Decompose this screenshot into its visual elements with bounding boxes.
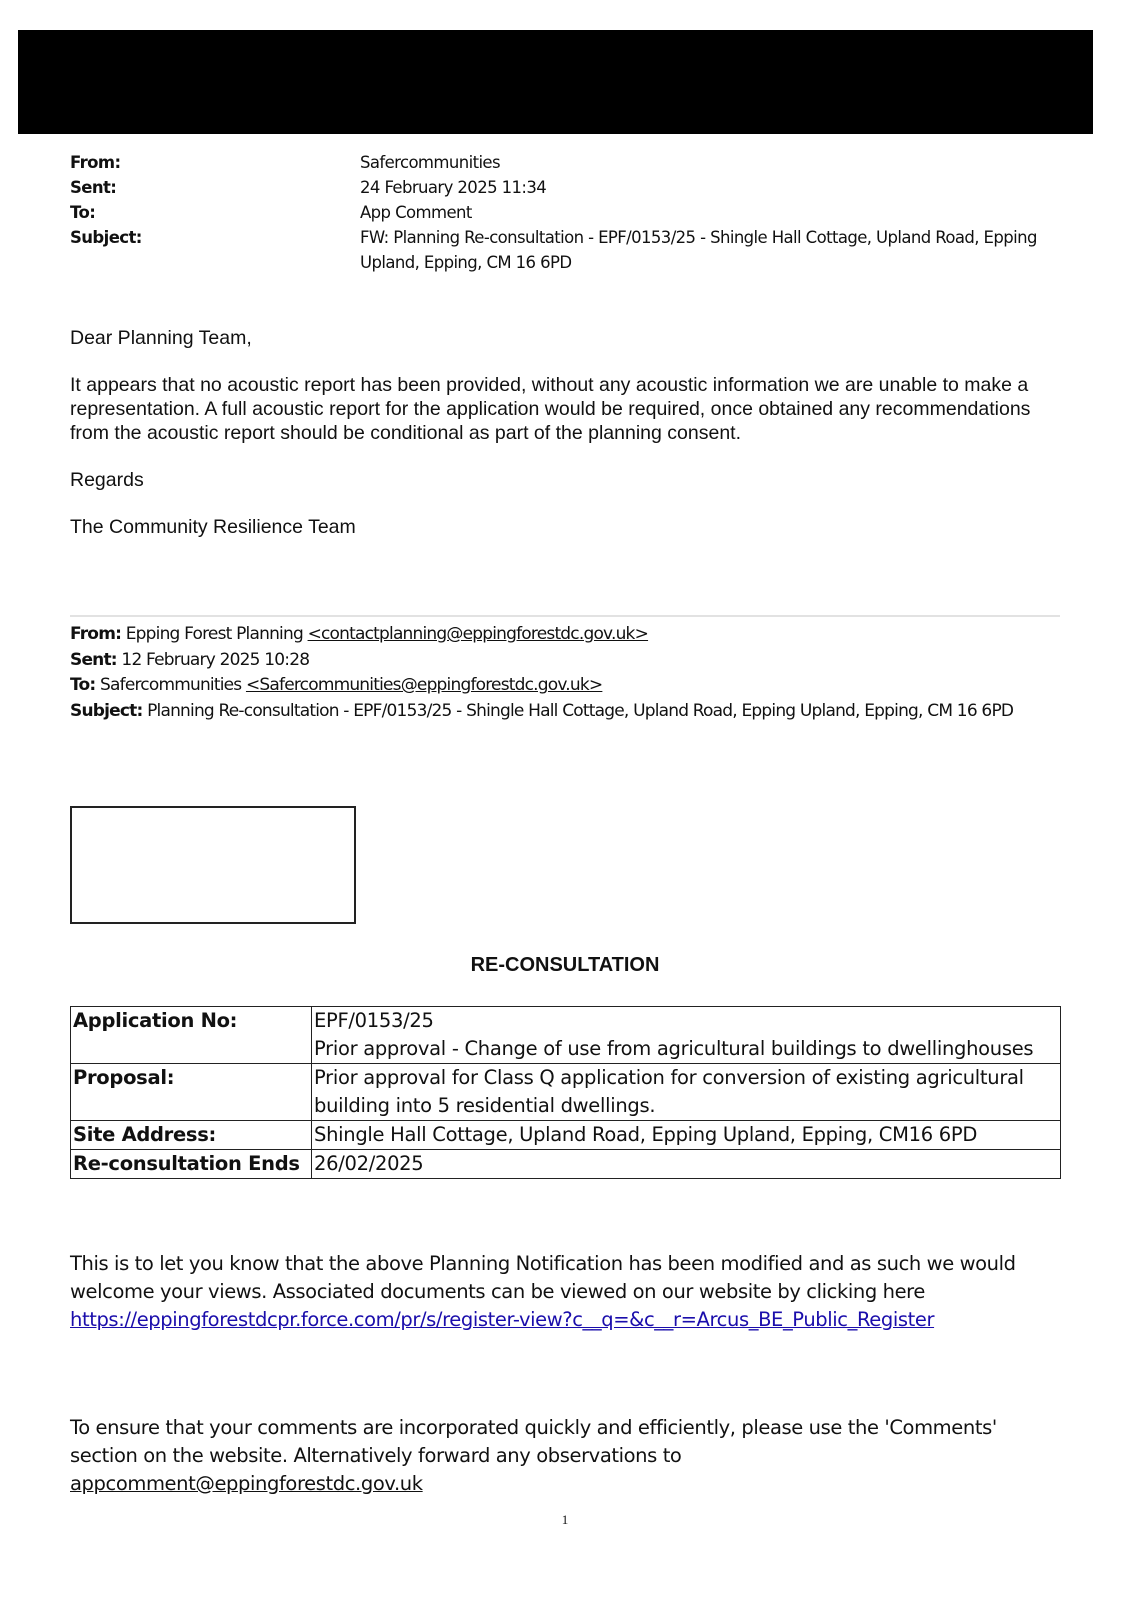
fwd-sent-value: 12 February 2025 10:28 — [121, 649, 310, 670]
row-value: Prior approval for Class Q application for conversion of existing agricultural building into 5 residential dwellings. — [312, 1064, 1061, 1121]
table-row — [71, 1121, 1061, 1150]
to-label: To: — [70, 203, 96, 222]
subject-label: Subject: — [70, 228, 142, 247]
page-number: 1 — [561, 1512, 569, 1527]
greeting: Dear Planning Team, — [70, 327, 252, 349]
from-value: Safercommunities — [360, 153, 500, 172]
table-row — [71, 1150, 1061, 1179]
fwd-from-email[interactable]: <contactplanning@eppingforestdc.gov.uk> — [307, 624, 649, 644]
fwd-from-name: Epping Forest Planning — [125, 624, 303, 644]
application-table — [70, 1006, 1061, 1179]
divider — [70, 615, 1060, 617]
fwd-to-name: Safercommunities — [100, 675, 242, 695]
fwd-sent-label: Sent: — [70, 649, 117, 670]
email-header — [70, 150, 1060, 275]
sent-label: Sent: — [70, 178, 117, 197]
reply-body — [70, 326, 1040, 562]
row-value — [312, 1007, 1061, 1064]
comments-paragraph — [70, 1414, 1060, 1498]
row-label: Re-consultation Ends — [71, 1150, 312, 1179]
from-label: From: — [70, 153, 121, 172]
redaction-bar — [18, 30, 1093, 134]
row-value: Shingle Hall Cottage, Upland Road, Epping Upland, Epping, CM16 6PD — [312, 1121, 1061, 1150]
register-link[interactable]: https://eppingforestdcpr.force.com/pr/s/register-view?c__q=&c__r=Arcus_BE_Public_Register — [70, 1308, 935, 1331]
fwd-to-email[interactable]: <Safercommunities@eppingforestdc.gov.uk> — [245, 675, 603, 695]
row-label: Proposal: — [71, 1064, 312, 1121]
reply-paragraph: It appears that no acoustic report has been provided, without any acoustic information we are unable to make a representation. A full acoustic report for the application would be required, once obtained any recommendations from the acoustic report should be conditional as part of the planning consent. — [70, 374, 1031, 444]
notice-paragraph — [70, 1250, 1060, 1334]
row-label: Application No: — [71, 1007, 312, 1064]
application-type: Prior approval - Change of use from agricultural buildings to dwellinghouses — [314, 1037, 1034, 1060]
row-label: Site Address: — [71, 1121, 312, 1150]
row-value: 26/02/2025 — [312, 1150, 1061, 1179]
fwd-from-label: From: — [70, 624, 122, 644]
appcomment-email[interactable]: appcomment@eppingforestdc.gov.uk — [70, 1472, 423, 1495]
subject-value: FW: Planning Re-consultation - EPF/0153/25 - Shingle Hall Cottage, Upland Road, Epping Upland, Epping, CM 16 6PD — [360, 228, 1037, 272]
logo-placeholder — [70, 806, 356, 924]
fwd-to-label: To: — [70, 675, 96, 695]
table-row — [71, 1064, 1061, 1121]
forwarded-header — [70, 622, 1060, 724]
fwd-subject-label: Subject: — [70, 700, 143, 721]
to-value: App Comment — [360, 203, 472, 222]
notice-text: This is to let you know that the above Planning Notification has been modified and as such we would welcome your views. Associated documents can be viewed on our website by clicking here — [70, 1252, 1016, 1303]
notice-title: RE-CONSULTATION — [470, 954, 660, 976]
signature: The Community Resilience Team — [70, 516, 356, 538]
fwd-subject-value: Planning Re-consultation - EPF/0153/25 - Shingle Hall Cottage, Upland Road, Epping Upland, Epping, CM 16 6PD — [147, 700, 1014, 721]
sent-value: 24 February 2025 11:34 — [360, 178, 547, 197]
comments-text: To ensure that your comments are incorporated quickly and efficiently, please use the 'Comments' section on the website. Alternatively forward any observations to — [70, 1416, 997, 1467]
table-row — [71, 1007, 1061, 1064]
closing: Regards — [70, 469, 144, 491]
application-number: EPF/0153/25 — [314, 1009, 434, 1032]
